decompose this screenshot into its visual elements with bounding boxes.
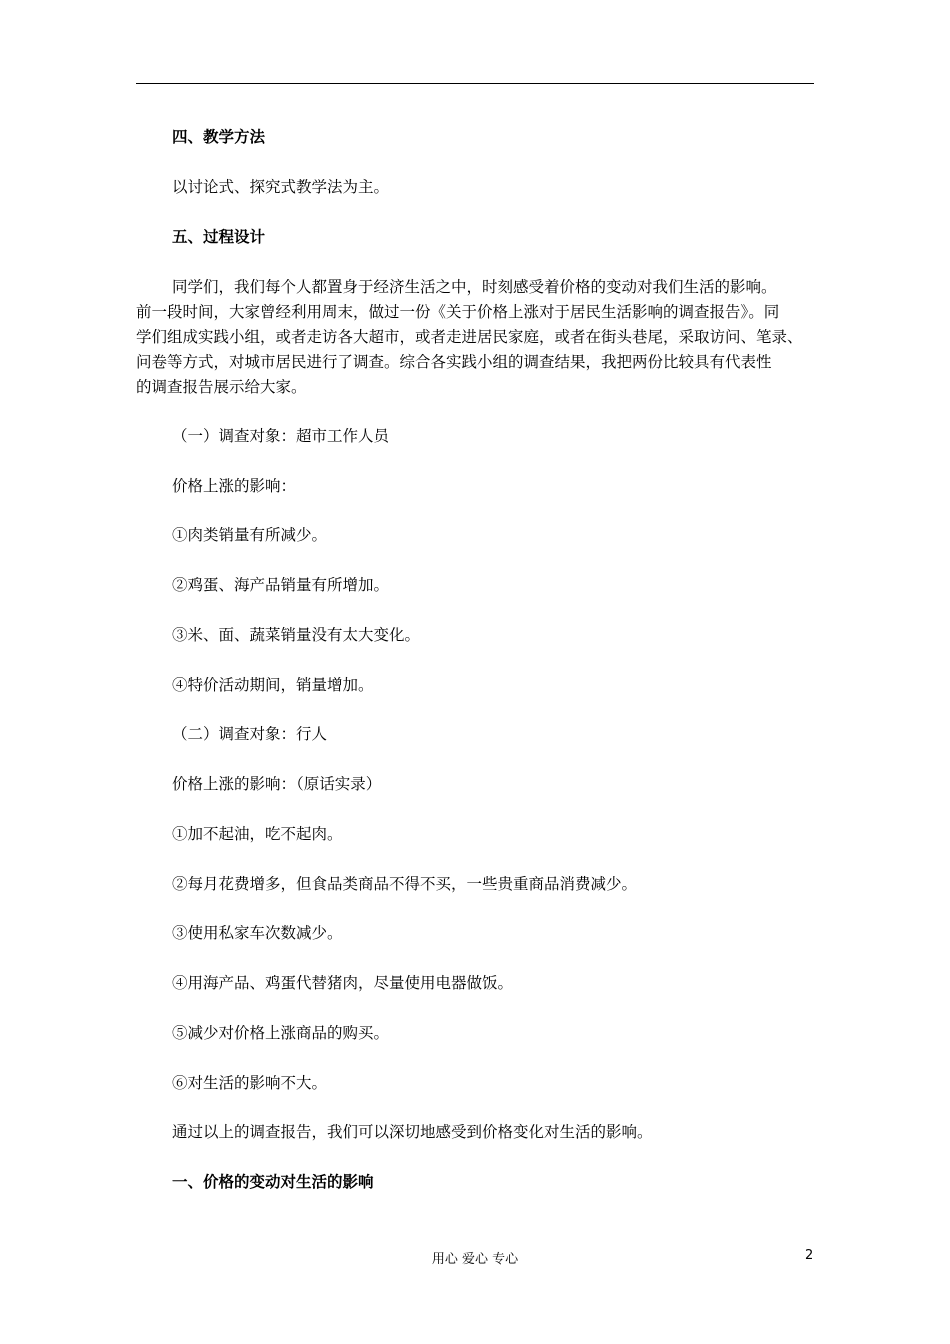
paragraph-line-5: 的调查报告展示给大家。 [136, 378, 307, 396]
section4-heading: 四、教学方法 [172, 128, 266, 146]
survey1-item-1: ①肉类销量有所减少。 [172, 526, 328, 544]
paragraph-line-2: 前一段时间，大家曾经利用周末，做过一份《关于价格上涨对于居民生活影响的调查报告》。同 [136, 303, 780, 321]
paragraph-line-3: 学们组成实践小组，或者走访各大超市，或者走进居民家庭，或者在街头巷尾，采取访问、笔录、 [136, 328, 803, 346]
paragraph-line-1: 同学们，我们每个人都置身于经济生活之中，时刻感受着价格的变动对我们生活的影响。 [172, 278, 777, 296]
survey1-item-3: ③米、面、蔬菜销量没有太大变化。 [172, 626, 421, 644]
survey2-item-1: ①加不起油，吃不起肉。 [172, 825, 343, 843]
survey1-impact-label: 价格上涨的影响： [172, 477, 297, 495]
survey1-item-4: ④特价活动期间，销量增加。 [172, 676, 374, 694]
survey2-item-4: ④用海产品、鸡蛋代替猪肉，尽量使用电器做饭。 [172, 974, 514, 992]
header-rule [136, 83, 814, 84]
section4-text: 以讨论式、探究式教学法为主。 [172, 178, 390, 196]
footer-motto: 用心 爱心 专心 [431, 1252, 519, 1267]
survey2-item-2: ②每月花费增多，但食品类商品不得不买，一些贵重商品消费减少。 [172, 875, 638, 893]
survey2-item-5: ⑤减少对价格上涨商品的购买。 [172, 1024, 390, 1042]
survey2-impact-label: 价格上涨的影响：（原话实录） [172, 775, 382, 793]
conclusion-text: 通过以上的调查报告，我们可以深切地感受到价格变化对生活的影响。 [172, 1123, 653, 1141]
section5-heading: 五、过程设计 [172, 228, 266, 246]
next-section-heading: 一、价格的变动对生活的影响 [172, 1173, 374, 1191]
survey2-item-6: ⑥对生活的影响不大。 [172, 1074, 328, 1092]
survey2-item-3: ③使用私家车次数减少。 [172, 924, 343, 942]
survey2-title: （二）调查对象：行人 [172, 725, 328, 743]
paragraph-line-4: 问卷等方式，对城市居民进行了调查。综合各实践小组的调查结果，我把两份比较具有代表性 [136, 353, 772, 371]
survey1-item-2: ②鸡蛋、海产品销量有所增加。 [172, 576, 390, 594]
page-number: 2 [805, 1248, 814, 1263]
survey1-title: （一）调查对象：超市工作人员 [172, 427, 390, 445]
